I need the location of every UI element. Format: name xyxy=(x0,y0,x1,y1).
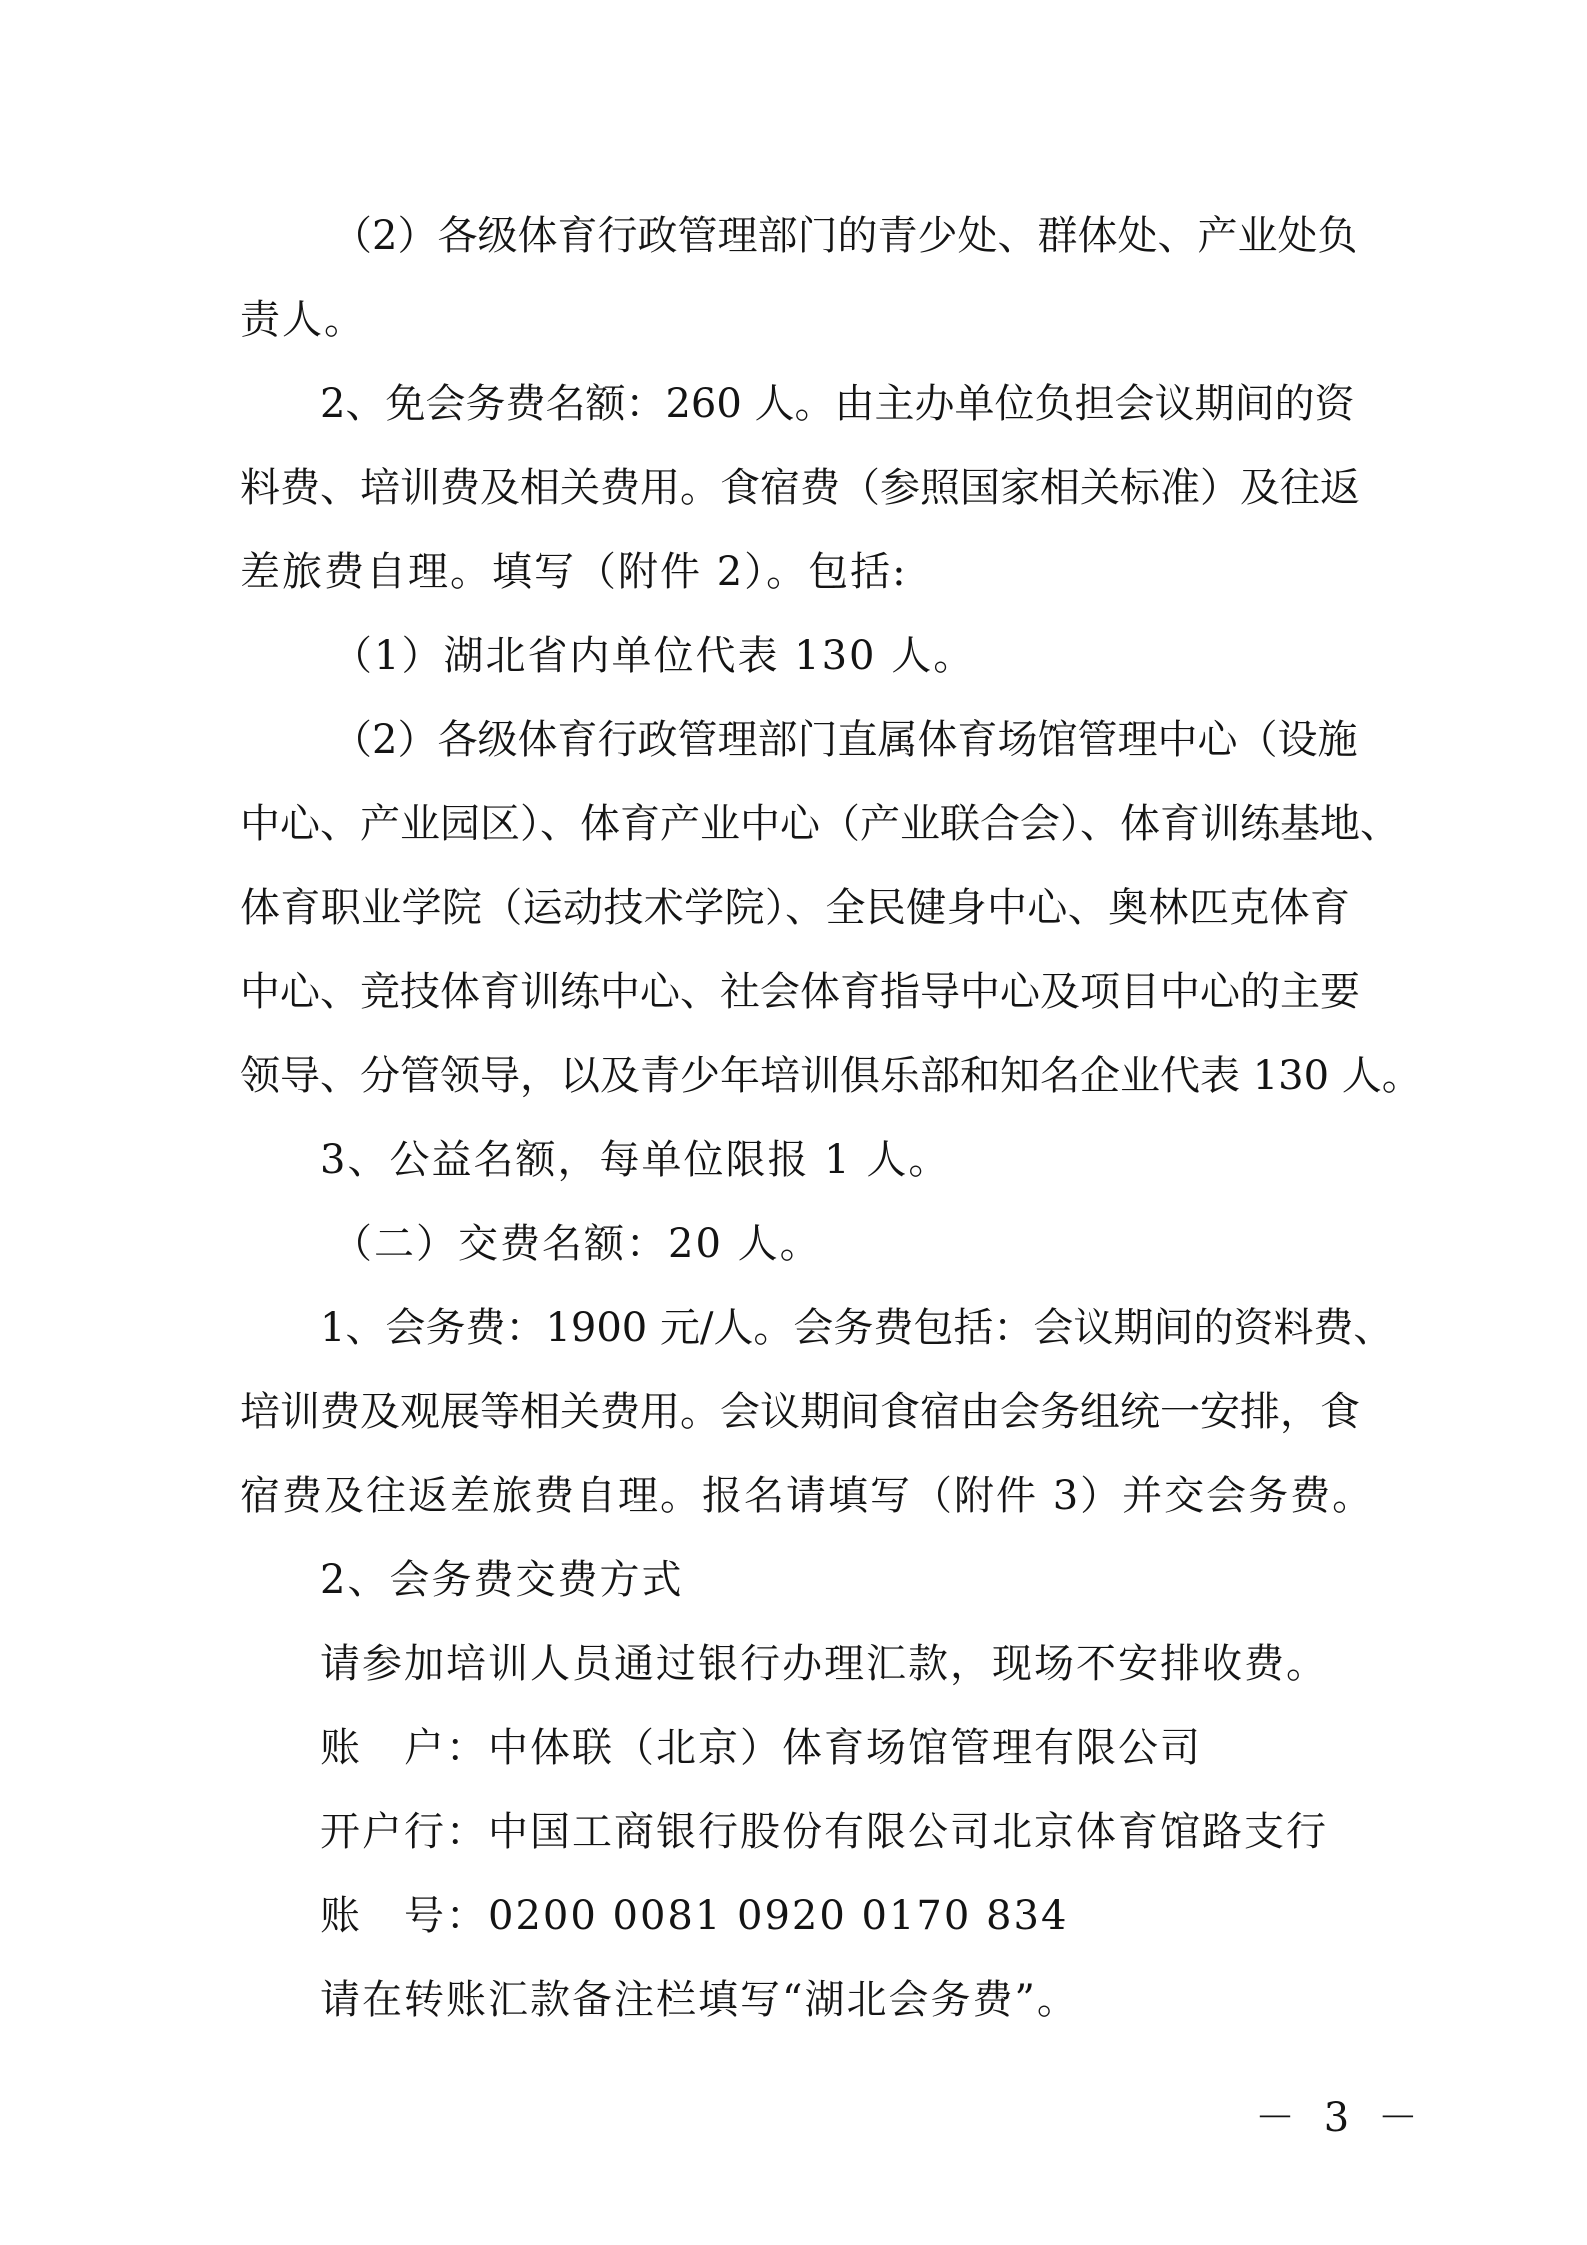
paragraph-line: 账 户：中体联（北京）体育场馆管理有限公司 xyxy=(320,1725,1202,1771)
paragraph-line: 料费、培训费及相关费用。食宿费（参照国家相关标准）及往返 xyxy=(240,465,1360,511)
paragraph-line: 体育职业学院（运动技术学院）、全民健身中心、奥林匹克体育 xyxy=(240,885,1350,931)
paragraph-line: 中心、竞技体育训练中心、社会体育指导中心及项目中心的主要 xyxy=(240,969,1360,1015)
paragraph-line: （1）湖北省内单位代表 130 人。 xyxy=(332,633,976,679)
paragraph-line: 责人。 xyxy=(240,297,366,343)
paragraph-line: 宿费及往返差旅费自理。报名请填写（附件 3）并交会务费。 xyxy=(240,1473,1375,1519)
paragraph-line: 开户行：中国工商银行股份有限公司北京体育馆路支行 xyxy=(320,1809,1328,1855)
paragraph-line: 请在转账汇款备注栏填写“湖北会务费”。 xyxy=(320,1977,1079,2023)
paragraph-line: 领导、分管领导，以及青少年培训俱乐部和知名企业代表 130 人。 xyxy=(240,1053,1422,1099)
paragraph-line: 2、免会务费名额：260 人。由主办单位负担会议期间的资 xyxy=(320,381,1355,427)
paragraph-line: 2、会务费交费方式 xyxy=(320,1557,684,1603)
paragraph-line: （2）各级体育行政管理部门直属体育场馆管理中心（设施 xyxy=(332,717,1358,763)
paragraph-line: 1、会务费：1900 元/人。会务费包括：会议期间的资料费、 xyxy=(320,1305,1394,1351)
paragraph-line: （2）各级体育行政管理部门的青少处、群体处、产业处负 xyxy=(332,213,1358,259)
paragraph-line: 中心、产业园区）、体育产业中心（产业联合会）、体育训练基地、 xyxy=(240,801,1400,847)
paragraph-line: 培训费及观展等相关费用。会议期间食宿由会务组统一安排，食 xyxy=(240,1389,1360,1435)
paragraph-line: （二）交费名额：20 人。 xyxy=(332,1221,822,1267)
paragraph-line: 账 号：0200 0081 0920 0170 834 xyxy=(320,1893,1069,1939)
paragraph-line: 差旅费自理。填写（附件 2）。包括: xyxy=(240,549,908,595)
paragraph-line: 3、公益名额，每单位限报 1 人。 xyxy=(320,1137,951,1183)
page-number: － 3 － xyxy=(1255,2095,1426,2141)
paragraph-line: 请参加培训人员通过银行办理汇款，现场不安排收费。 xyxy=(320,1641,1328,1687)
